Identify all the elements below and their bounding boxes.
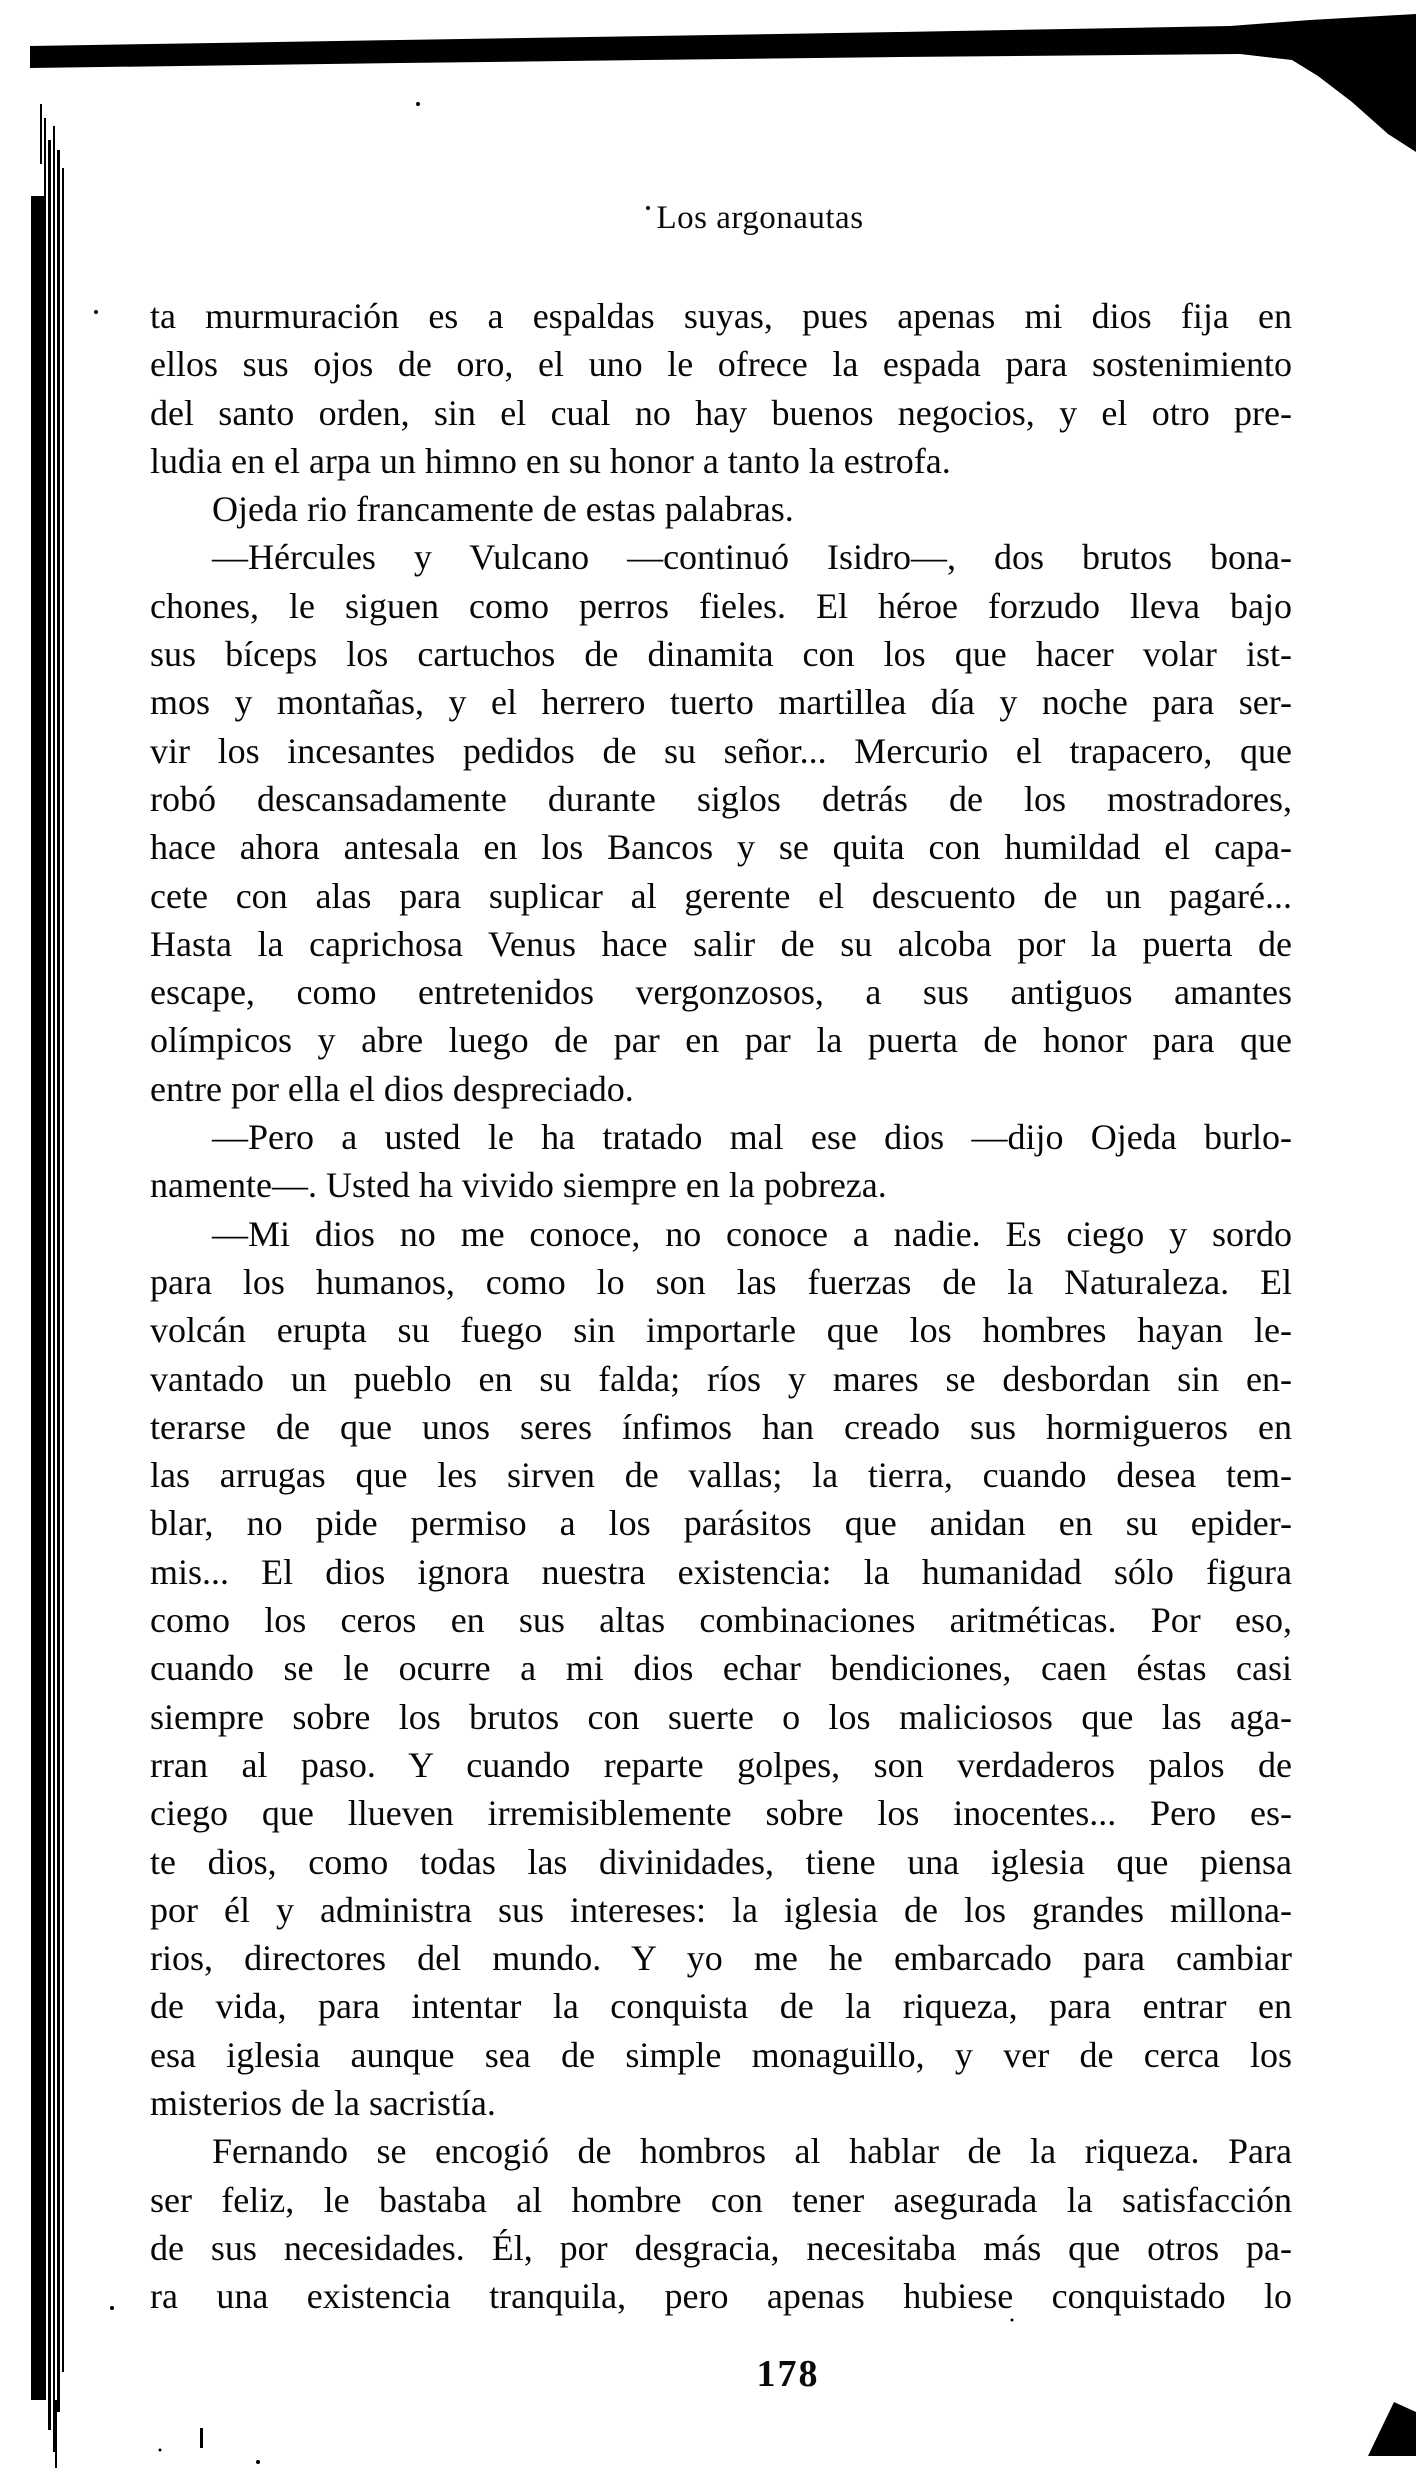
text-line: —Pero a usted le ha tratado mal ese dios —dijo Ojeda burlo- [212,1117,1292,1158]
text-line: terarse de que unos seres ínfimos han creado sus hormigueros en [150,1406,1292,1447]
text-line: ciego que llueven irremisiblemente sobre los inocentes... Pero es- [150,1793,1292,1834]
text-line: escape, como entretenidos vergonzosos, a sus antiguos amantes [150,972,1292,1013]
paragraph [150,1113,1292,1210]
text-line: misterios de la sacristía. [150,2082,496,2123]
text-line: para los humanos, como lo son las fuerzas de la Naturaleza. El [150,1261,1292,1302]
text-line: —Hércules y Vulcano —continuó Isidro—, dos brutos bona- [212,537,1292,578]
text-line: cete con alas para suplicar al gerente el descuento de un pagaré... [150,875,1292,916]
scan-artifact-binding-shadow [31,104,64,2468]
text-line: Fernando se encogió de hombros al hablar de la riqueza. Para [212,2131,1292,2172]
text-line: chones, le siguen como perros fieles. El héroe forzudo lleva bajo [150,585,1292,626]
text-line: ser feliz, le bastaba al hombre con tener asegurada la satisfacción [150,2179,1292,2220]
text-line: de sus necesidades. Él, por desgracia, necesitaba más que otros pa- [150,2227,1292,2268]
text-line: vantado un pueblo en su falda; ríos y mares se desbordan sin en- [150,1358,1292,1399]
text-line: mos y montañas, y el herrero tuerto martillea día y noche para ser- [150,682,1292,723]
text-line: blar, no pide permiso a los parásitos que anidan en su epider- [150,1503,1292,1544]
text-line: ellos sus ojos de oro, el uno le ofrece la espada para sostenimiento [150,344,1292,385]
text-line: como los ceros en sus altas combinaciones aritméticas. Por eso, [150,1600,1292,1641]
paragraph [150,485,1292,533]
text-line: siempre sobre los brutos con suerte o los maliciosos que las aga- [150,1696,1292,1737]
scan-artifact-top-edge [30,14,1416,152]
page-number: 178 [756,2353,820,2395]
text-line: de vida, para intentar la conquista de la riqueza, para entrar en [150,1986,1292,2027]
text-block [150,292,1292,2320]
paragraph [150,533,1292,1113]
text-line: cuando se le ocurre a mi dios echar bendiciones, caen éstas casi [150,1648,1292,1689]
text-line: namente—. Usted ha vivido siempre en la pobreza. [150,1165,887,1206]
text-line: —Mi dios no me conoce, no conoce a nadie. Es ciego y sordo [212,1213,1292,1254]
text-line: robó descansadamente durante siglos detrás de los mostradores, [150,778,1292,819]
text-line: mis... El dios ignora nuestra existencia: la humanidad sólo figura [150,1551,1292,1592]
paragraph [150,2127,1292,2320]
text-line: Ojeda rio francamente de estas palabras. [212,489,794,530]
text-line: sus bíceps los cartuchos de dinamita con los que hacer volar ist- [150,634,1292,675]
text-line: por él y administra sus intereses: la iglesia de los grandes millona- [150,1889,1292,1930]
text-line: vir los incesantes pedidos de su señor... Mercurio el trapacero, que [150,730,1292,771]
scan-artifact-corner-mark [1368,2402,1416,2456]
text-line: las arrugas que les sirven de vallas; la tierra, cuando desea tem- [150,1455,1292,1496]
text-line: volcán erupta su fuego sin importarle que los hombres hayan le- [150,1310,1292,1351]
text-line: entre por ella el dios despreciado. [150,1068,634,1109]
running-head: Los argonautas [656,200,864,236]
text-line: Hasta la caprichosa Venus hace salir de su alcoba por la puerta de [150,923,1292,964]
text-line: ludia en el arpa un himno en su honor a tanto la estrofa. [150,440,951,481]
text-line: esa iglesia aunque sea de simple monaguillo, y ver de cerca los [150,2034,1292,2075]
text-line: hace ahora antesala en los Bancos y se quita con humildad el capa- [150,827,1292,868]
paragraph [150,1210,1292,2128]
text-line: del santo orden, sin el cual no hay buenos negocios, y el otro pre- [150,392,1292,433]
text-line: te dios, como todas las divinidades, tiene una iglesia que piensa [150,1841,1292,1882]
text-line: olímpicos y abre luego de par en par la puerta de honor para que [150,1020,1292,1061]
text-line: ra una existencia tranquila, pero apenas hubiese conquistado lo [150,2276,1292,2317]
text-line: rran al paso. Y cuando reparte golpes, son verdaderos palos de [150,1744,1292,1785]
paragraph [150,292,1292,485]
text-line: ta murmuración es a espaldas suyas, pues apenas mi dios fija en [150,296,1292,336]
text-line: rios, directores del mundo. Y yo me he embarcado para cambiar [150,1938,1292,1979]
